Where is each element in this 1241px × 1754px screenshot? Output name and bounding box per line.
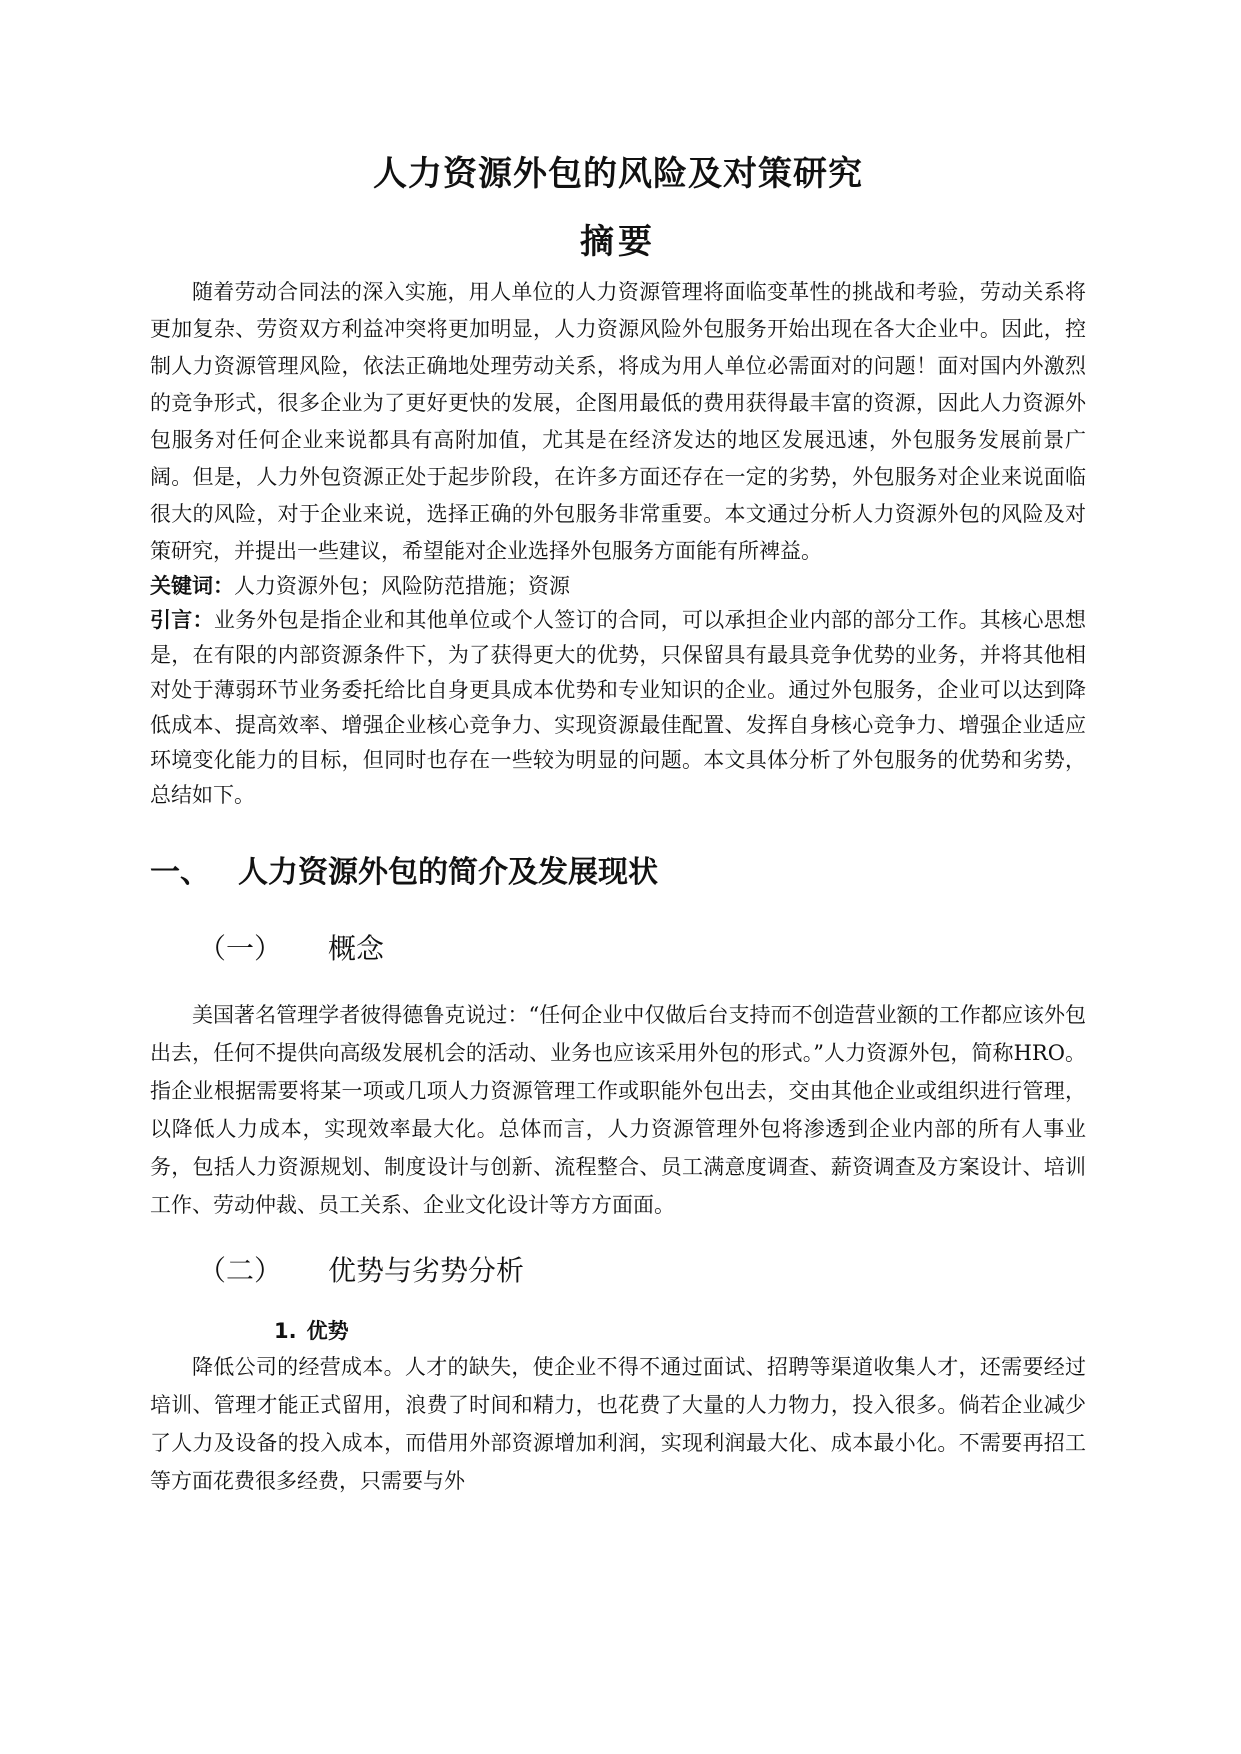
abstract-body: 随着劳动合同法的深入实施，用人单位的人力资源管理将面临变革性的挑战和考验，劳动关系将更加复杂、劳资双方利益冲突将更加明显，人力资源风险外包服务开始出现在各大企业中。因此，控制人力资源管理风险，依法正确地处理劳动关系，将成为用人单位必需面对的问题！面对国内外激烈的竞争形式，很多企业为了更好更快的发展，企图用最低的费用获得最丰富的资源，因此人力资源外包服务对任何企业来说都具有高附加值，尤其是在经济发达的地区发展迅速，外包服务发展前景广阔。但是，人力外包资源正处于起步阶段，在许多方面还存在一定的劣势，外包服务对企业来说面临很大的风险，对于企业来说，选择正确的外包服务非常重要。本文通过分析人力资源外包的风险及对策研究，并提出一些建议，希望能对企业选择外包服务方面能有所裨益。 [150,280,1086,563]
section-1-number: 一、 [150,855,210,890]
subsection-1-heading [150,928,1086,970]
keywords-text: 人力资源外包；风险防范措施；资源 [234,574,570,598]
item-1-number: 1. [274,1319,297,1343]
subsection-1-title: 概念 [328,932,385,965]
keywords-line [150,570,1086,603]
section-1-heading [150,851,1086,895]
keywords-label: 关键词： [150,574,234,598]
document-page [150,150,1086,1500]
section-1-title: 人力资源外包的简介及发展现状 [238,855,658,890]
subsection-1-number: （一） [198,932,283,965]
item-1-heading [150,1314,1086,1348]
subsection-2-heading [150,1250,1086,1292]
advantage-body: 降低公司的经营成本。人才的缺失，使企业不得不通过面试、招聘等渠道收集人才，还需要经过培训、管理才能正式留用，浪费了时间和精力，也花费了大量的人力物力，投入很多。倘若企业减少了人力及设备的投入成本，而借用外部资源增加利润，实现利润最大化、成本最小化。不需要再招工等方面花费很多经费，只需要与外 [150,1355,1086,1493]
item-1-title: 优势 [306,1319,349,1343]
intro-label: 引言： [150,608,214,632]
subsection-2-title: 优势与劣势分析 [328,1254,525,1287]
abstract-heading: 摘要 [580,222,656,262]
subsection-2-number: （二） [198,1254,283,1287]
concept-body: 美国著名管理学者彼得德鲁克说过：“任何企业中仅做后台支持而不创造营业额的工作都应该外包出去，任何不提供向高级发展机会的活动、业务也应该采用外包的形式。”人力资源外包，简称HRO。指企业根据需要将某一项或几项人力资源管理工作或职能外包出去，交由其他企业或组织进行管理，以降低人力成本，实现效率最大化。总体而言，人力资源管理外包将渗透到企业内部的所有人事业务，包括人力资源规划、制度设计与创新、流程整合、员工满意度调查、薪资调查及方案设计、培训工作、劳动仲裁、员工关系、企业文化设计等方方面面。 [150,1003,1086,1217]
document-title: 人力资源外包的风险及对策研究 [373,154,863,194]
intro-text: 业务外包是指企业和其他单位或个人签订的合同，可以承担企业内部的部分工作。其核心思想是，在有限的内部资源条件下，为了获得更大的优势，只保留具有最具竞争优势的业务，并将其他相对处于薄弱环节业务委托给比自身更具成本优势和专业知识的企业。通过外包服务，企业可以达到降低成本、提高效率、增强企业核心竞争力、实现资源最佳配置、发挥自身核心竞争力、增强企业适应环境变化能力的目标，但同时也存在一些较为明显的问题。本文具体分析了外包服务的优势和劣势，总结如下。 [150,608,1087,807]
intro-paragraph [150,603,1086,813]
